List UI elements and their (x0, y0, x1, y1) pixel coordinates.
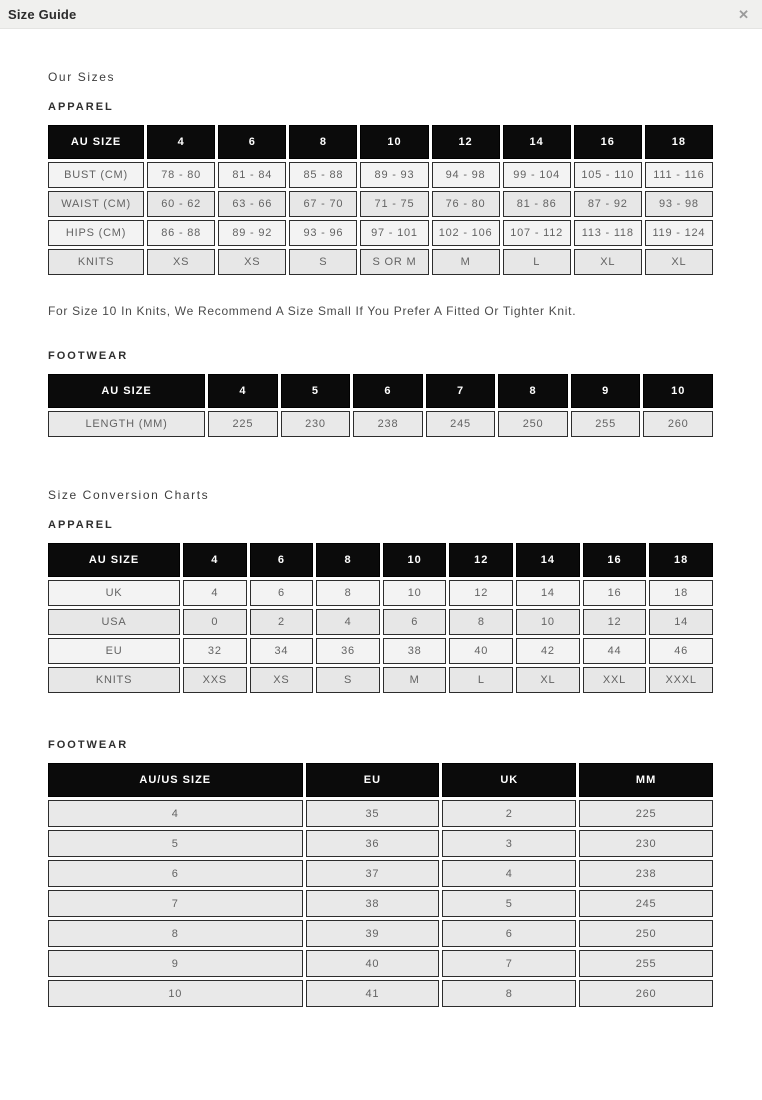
table-cell: 18 (649, 580, 713, 606)
table-cell: 39 (306, 920, 440, 947)
table-cell: 12 (449, 580, 513, 606)
table-cell: 87 - 92 (574, 191, 642, 217)
table-cell: 225 (579, 800, 713, 827)
table-cell: 230 (579, 830, 713, 857)
table-cell: 111 - 116 (645, 162, 713, 188)
dialog-title: Size Guide (8, 6, 77, 22)
apparel-sizes-label: APPAREL (48, 101, 114, 113)
table-cell: S OR M (360, 249, 428, 275)
table-cell: 2 (442, 800, 576, 827)
table-cell: 86 - 88 (147, 220, 215, 246)
table-cell: 4 (442, 860, 576, 887)
table-header-cell: 18 (649, 543, 713, 577)
table-cell: 37 (306, 860, 440, 887)
table-cell: 38 (306, 890, 440, 917)
table-header-cell: AU/US SIZE (48, 763, 303, 797)
table-cell: L (449, 667, 513, 693)
table-cell: 2 (250, 609, 314, 635)
table-header-cell: 6 (353, 374, 423, 408)
table-header-cell: 6 (218, 125, 286, 159)
table-cell: 238 (579, 860, 713, 887)
table-cell: 7 (48, 890, 303, 917)
table-cell: 40 (449, 638, 513, 664)
table-cell: S (289, 249, 357, 275)
table-cell: 6 (442, 920, 576, 947)
table-cell: USA (48, 609, 180, 635)
table-header-row (48, 543, 713, 577)
apparel-conversion-label: APPAREL (48, 519, 114, 531)
table-header-row (48, 125, 713, 159)
table-cell: S (316, 667, 380, 693)
table-cell: 6 (250, 580, 314, 606)
footwear-sizes-label: FOOTWEAR (48, 350, 129, 362)
table-row (48, 638, 713, 664)
table-cell: 93 - 98 (645, 191, 713, 217)
table-row (48, 580, 713, 606)
table-row (48, 667, 713, 693)
table-cell: 113 - 118 (574, 220, 642, 246)
table-cell: HIPS (CM) (48, 220, 144, 246)
table-row (48, 920, 713, 947)
table-cell: BUST (CM) (48, 162, 144, 188)
table-header-cell: 4 (208, 374, 278, 408)
table-cell: 255 (579, 950, 713, 977)
table-cell: 250 (579, 920, 713, 947)
table-header-cell: UK (442, 763, 576, 797)
table-cell: 94 - 98 (432, 162, 500, 188)
table-cell: 97 - 101 (360, 220, 428, 246)
table-cell: M (383, 667, 447, 693)
table-header-cell: 4 (183, 543, 247, 577)
table-cell: XS (250, 667, 314, 693)
table-cell: 8 (48, 920, 303, 947)
table-cell: 260 (579, 980, 713, 1007)
table-cell: 85 - 88 (289, 162, 357, 188)
table-cell: 42 (516, 638, 580, 664)
table-cell: 40 (306, 950, 440, 977)
table-cell: 8 (442, 980, 576, 1007)
table-cell: 14 (516, 580, 580, 606)
table-cell: 63 - 66 (218, 191, 286, 217)
table-cell: WAIST (CM) (48, 191, 144, 217)
table-header-cell: AU SIZE (48, 374, 205, 408)
apparel-sizes-table (45, 122, 716, 278)
table-cell: 107 - 112 (503, 220, 571, 246)
table-row (48, 800, 713, 827)
table-cell: 89 - 92 (218, 220, 286, 246)
table-row (48, 890, 713, 917)
table-header-cell: 10 (383, 543, 447, 577)
table-cell: 7 (442, 950, 576, 977)
table-cell: 3 (442, 830, 576, 857)
table-header-cell: AU SIZE (48, 125, 144, 159)
table-header-cell: 9 (571, 374, 641, 408)
table-cell: XL (516, 667, 580, 693)
apparel-conversion-table (45, 540, 716, 696)
table-cell: XS (218, 249, 286, 275)
table-header-cell: 16 (583, 543, 647, 577)
table-cell: LENGTH (MM) (48, 411, 205, 437)
table-header-row (48, 763, 713, 797)
table-row (48, 980, 713, 1007)
table-cell: 4 (183, 580, 247, 606)
table-cell: 8 (449, 609, 513, 635)
table-header-cell: 6 (250, 543, 314, 577)
table-header-cell: 12 (432, 125, 500, 159)
table-cell: 14 (649, 609, 713, 635)
table-header-cell: 10 (643, 374, 713, 408)
footwear-conversion-label: FOOTWEAR (48, 739, 129, 751)
table-header-cell: 10 (360, 125, 428, 159)
close-icon[interactable]: ✕ (738, 6, 749, 22)
table-row (48, 830, 713, 857)
table-cell: KNITS (48, 249, 144, 275)
table-header-cell: MM (579, 763, 713, 797)
table-cell: 238 (353, 411, 423, 437)
table-cell: 67 - 70 (289, 191, 357, 217)
table-cell: 5 (48, 830, 303, 857)
table-cell: 102 - 106 (432, 220, 500, 246)
table-row (48, 249, 713, 275)
table-cell: XL (574, 249, 642, 275)
table-cell: 245 (426, 411, 496, 437)
table-row (48, 191, 713, 217)
table-cell: KNITS (48, 667, 180, 693)
table-cell: 225 (208, 411, 278, 437)
table-cell: 245 (579, 890, 713, 917)
footwear-conversion-table (45, 760, 716, 1010)
table-cell: 99 - 104 (503, 162, 571, 188)
table-header-cell: 5 (281, 374, 351, 408)
table-cell: 12 (583, 609, 647, 635)
table-header-row (48, 374, 713, 408)
table-cell: 6 (383, 609, 447, 635)
table-row (48, 609, 713, 635)
table-header-cell: 14 (516, 543, 580, 577)
table-header-cell: 8 (498, 374, 568, 408)
table-cell: 0 (183, 609, 247, 635)
table-cell: 44 (583, 638, 647, 664)
table-cell: 34 (250, 638, 314, 664)
table-row (48, 860, 713, 887)
table-cell: 41 (306, 980, 440, 1007)
knits-note: For Size 10 In Knits, We Recommend A Size Small If You Prefer A Fitted Or Tighter Knit. (48, 304, 577, 318)
table-header-cell: 12 (449, 543, 513, 577)
table-cell: 8 (316, 580, 380, 606)
table-cell: XXL (583, 667, 647, 693)
table-cell: 119 - 124 (645, 220, 713, 246)
table-cell: 36 (316, 638, 380, 664)
table-cell: 32 (183, 638, 247, 664)
table-row (48, 950, 713, 977)
section-heading-our-sizes: Our Sizes (48, 70, 116, 84)
table-cell: 10 (516, 609, 580, 635)
table-header-cell: 7 (426, 374, 496, 408)
table-header-cell: 18 (645, 125, 713, 159)
table-cell: 78 - 80 (147, 162, 215, 188)
table-cell: 4 (48, 800, 303, 827)
table-cell: 250 (498, 411, 568, 437)
table-cell: XXS (183, 667, 247, 693)
table-cell: 81 - 86 (503, 191, 571, 217)
table-cell: 5 (442, 890, 576, 917)
table-cell: 255 (571, 411, 641, 437)
table-cell: UK (48, 580, 180, 606)
table-cell: XL (645, 249, 713, 275)
table-row (48, 162, 713, 188)
table-cell: 105 - 110 (574, 162, 642, 188)
table-cell: 76 - 80 (432, 191, 500, 217)
table-header-cell: 8 (289, 125, 357, 159)
table-header-cell: 4 (147, 125, 215, 159)
table-cell: 230 (281, 411, 351, 437)
table-header-cell: EU (306, 763, 440, 797)
table-cell: 16 (583, 580, 647, 606)
table-header-cell: 16 (574, 125, 642, 159)
table-cell: EU (48, 638, 180, 664)
section-heading-conversion: Size Conversion Charts (48, 488, 210, 502)
table-cell: 93 - 96 (289, 220, 357, 246)
table-cell: 38 (383, 638, 447, 664)
table-header-cell: AU SIZE (48, 543, 180, 577)
table-cell: 9 (48, 950, 303, 977)
table-cell: 35 (306, 800, 440, 827)
table-cell: M (432, 249, 500, 275)
table-cell: XS (147, 249, 215, 275)
table-cell: 10 (48, 980, 303, 1007)
table-cell: 71 - 75 (360, 191, 428, 217)
table-cell: XXXL (649, 667, 713, 693)
table-cell: L (503, 249, 571, 275)
table-row (48, 220, 713, 246)
table-cell: 4 (316, 609, 380, 635)
table-cell: 81 - 84 (218, 162, 286, 188)
table-header-cell: 14 (503, 125, 571, 159)
table-cell: 60 - 62 (147, 191, 215, 217)
table-cell: 46 (649, 638, 713, 664)
size-guide-content (0, 29, 762, 1010)
table-cell: 6 (48, 860, 303, 887)
table-cell: 89 - 93 (360, 162, 428, 188)
dialog-header (0, 0, 762, 29)
table-cell: 260 (643, 411, 713, 437)
footwear-sizes-table (45, 371, 716, 440)
table-header-cell: 8 (316, 543, 380, 577)
table-row (48, 411, 713, 437)
table-cell: 10 (383, 580, 447, 606)
table-cell: 36 (306, 830, 440, 857)
